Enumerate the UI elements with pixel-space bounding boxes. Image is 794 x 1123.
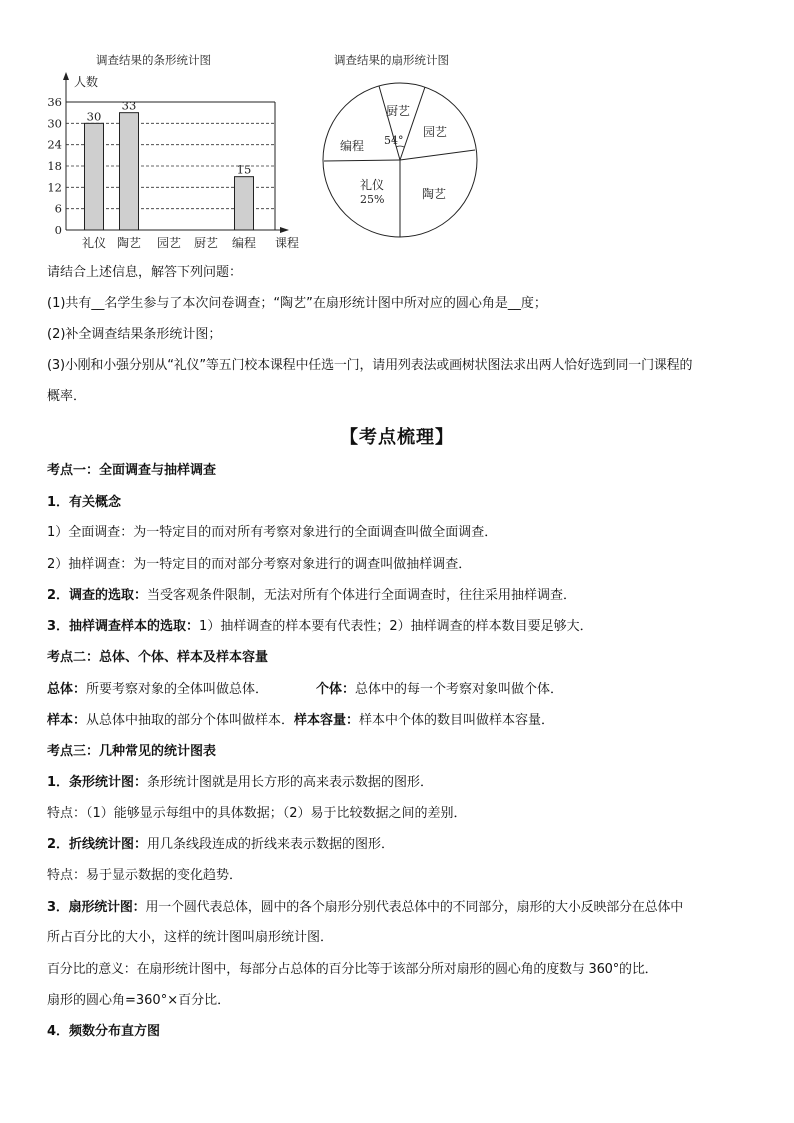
- kp1-selection-desc: 当受客观条件限制，无法对所有个体进行全面调查时，往往采用抽样调查．: [147, 588, 577, 603]
- kp3-pie-chart: [47, 899, 683, 917]
- kp1-full-survey: 1）全面调查：为一特定目的而对所有考察对象进行的全面调查叫做全面调查．: [47, 525, 498, 540]
- kp2-individual-desc: 总体中的每一个考察对象叫做个体．: [355, 682, 564, 697]
- pie-label-gardening: 园艺: [423, 125, 448, 139]
- kp3-line-chart-desc: 用几条线段连成的折线来表示数据的图形．: [147, 837, 395, 852]
- x-axis-label: 课程: [275, 236, 300, 250]
- question-3-cont: 概率．: [47, 389, 87, 404]
- kp1-selection: [47, 587, 576, 605]
- y-tick-label-36: 36: [47, 95, 62, 109]
- kp2-sample-size-desc: 样本中个体的数目叫做样本容量．: [359, 713, 555, 728]
- question-intro: 请结合上述信息，解答下列问题：: [47, 265, 243, 280]
- pie-divider-5: [324, 160, 400, 161]
- y-tick-label-24: 24: [47, 137, 62, 152]
- kp1-sample-survey: 2）抽样调查：为一特定目的而对部分考察对象进行的调查叫做抽样调查．: [47, 557, 472, 572]
- y-tick-label-0: 0: [54, 223, 62, 237]
- x-tick-label-编程: 编程: [231, 236, 257, 250]
- data-label-礼仪: 30: [86, 109, 102, 124]
- kp1-selection-term: 2．调查的选取：: [47, 588, 148, 603]
- kp3-line-chart: [47, 836, 394, 854]
- y-tick-label-12: 12: [47, 180, 62, 195]
- pie-percent-label: 25%: [360, 193, 385, 206]
- kp2-heading: 考点二：总体、个体、样本及样本容量: [47, 650, 269, 665]
- kp3-bar-chart-features: 特点：（1）能够显示每组中的具体数据；（2）易于比较数据之间的差别．: [47, 806, 467, 821]
- bar-chart-caption: 调查结果的条形统计图: [96, 53, 211, 67]
- pie-label-cooking: 厨艺: [386, 104, 411, 118]
- pie-divider-2: [400, 87, 425, 160]
- y-tick-label-6: 6: [54, 201, 62, 216]
- data-label-陶艺: 33: [121, 98, 137, 113]
- y-axis-label: 人数: [74, 75, 99, 89]
- pie-chart: [318, 78, 488, 248]
- pie-label-programming: 编程: [340, 139, 365, 153]
- kp1-sample-choice-term: 3．抽样调查样本的选取：: [47, 619, 200, 634]
- pie-label-etiquette: 礼仪: [360, 178, 385, 192]
- kp3-bar-chart-term: 1．条形统计图：: [47, 775, 148, 790]
- kp3-central-angle: 扇形的圆心角=360°×百分比．: [47, 993, 231, 1008]
- question-3: (3)小刚和小强分别从“礼仪”等五门校本课程中任选一门，请用列表法或画树状图法求出两人恰好选到同一门课程的: [47, 358, 693, 373]
- kp2-sample: [47, 712, 554, 730]
- kp2-individual: [316, 681, 563, 699]
- kp3-line-chart-term: 2．折线统计图：: [47, 837, 148, 852]
- x-tick-label-园艺: 园艺: [156, 236, 182, 250]
- kp3-percent-meaning: 百分比的意义：在扇形统计图中，每部分占总体的百分比等于该部分所对扇形的圆心角的度数与 360°的比．: [47, 962, 658, 977]
- kp2-population: [47, 681, 268, 699]
- pie-chart-caption: 调查结果的扇形统计图: [334, 53, 449, 67]
- x-tick-label-礼仪: 礼仪: [81, 236, 107, 250]
- kp3-bar-chart: [47, 774, 433, 792]
- question-1: (1)共有__名学生参与了本次问卷调查；“陶艺”在扇形统计图中所对应的圆心角是__度；: [47, 296, 547, 311]
- section-title: 【考点梳理】: [340, 427, 454, 448]
- kp1-sample-choice: [47, 618, 593, 636]
- kp1-sample-choice-desc: 1）抽样调查的样本要有代表性；2）抽样调查的样本数目要足够大．: [199, 619, 593, 634]
- x-axis-arrow: [280, 227, 289, 233]
- kp3-line-chart-features: 特点：易于显示数据的变化趋势．: [47, 868, 243, 883]
- y-axis-arrow: [63, 72, 69, 80]
- x-tick-label-陶艺: 陶艺: [116, 236, 142, 250]
- kp2-sample-desc: 从总体中抽取的部分个体叫做样本．: [86, 713, 295, 728]
- kp3-pie-chart-term: 3．扇形统计图：: [47, 900, 146, 915]
- kp3-pie-chart-desc-cont: 所占百分比的大小，这样的统计图叫扇形统计图．: [47, 930, 334, 945]
- kp2-individual-term: 个体：: [316, 682, 356, 697]
- kp3-bar-chart-desc: 条形统计图就是用长方形的高来表示数据的图形．: [147, 775, 434, 790]
- bar-chart: [40, 68, 310, 258]
- pie-angle-label: 54°: [384, 134, 404, 147]
- y-tick-label-30: 30: [47, 116, 62, 131]
- question-2: (2)补全调查结果条形统计图；: [47, 327, 222, 342]
- pie-divider-3: [400, 150, 475, 160]
- kp1-heading: 考点一：全面调查与抽样调查: [47, 463, 217, 478]
- kp2-sample-size-term: 样本容量：: [294, 713, 360, 728]
- kp2-population-term: 总体：: [47, 682, 87, 697]
- kp2-population-desc: 所要考察对象的全体叫做总体．: [86, 682, 269, 697]
- bar-编程: [235, 177, 254, 230]
- kp3-histogram-heading: 4．频数分布直方图: [47, 1024, 161, 1039]
- kp3-heading: 考点三：几种常见的统计图表: [47, 744, 217, 759]
- bar-礼仪: [85, 123, 104, 230]
- y-tick-label-18: 18: [47, 159, 62, 173]
- x-tick-label-厨艺: 厨艺: [193, 236, 219, 250]
- kp1-concepts-heading: 1．有关概念: [47, 495, 122, 510]
- data-label-编程: 15: [236, 162, 252, 177]
- bar-陶艺: [120, 113, 139, 230]
- kp2-sample-term: 样本：: [47, 713, 87, 728]
- pie-divider-1: [379, 86, 400, 160]
- pie-label-pottery: 陶艺: [422, 187, 447, 201]
- kp3-pie-chart-desc: 用一个圆代表总体，圆中的各个扇形分别代表总体中的不同部分，扇形的大小反映部分在总体中: [145, 900, 684, 915]
